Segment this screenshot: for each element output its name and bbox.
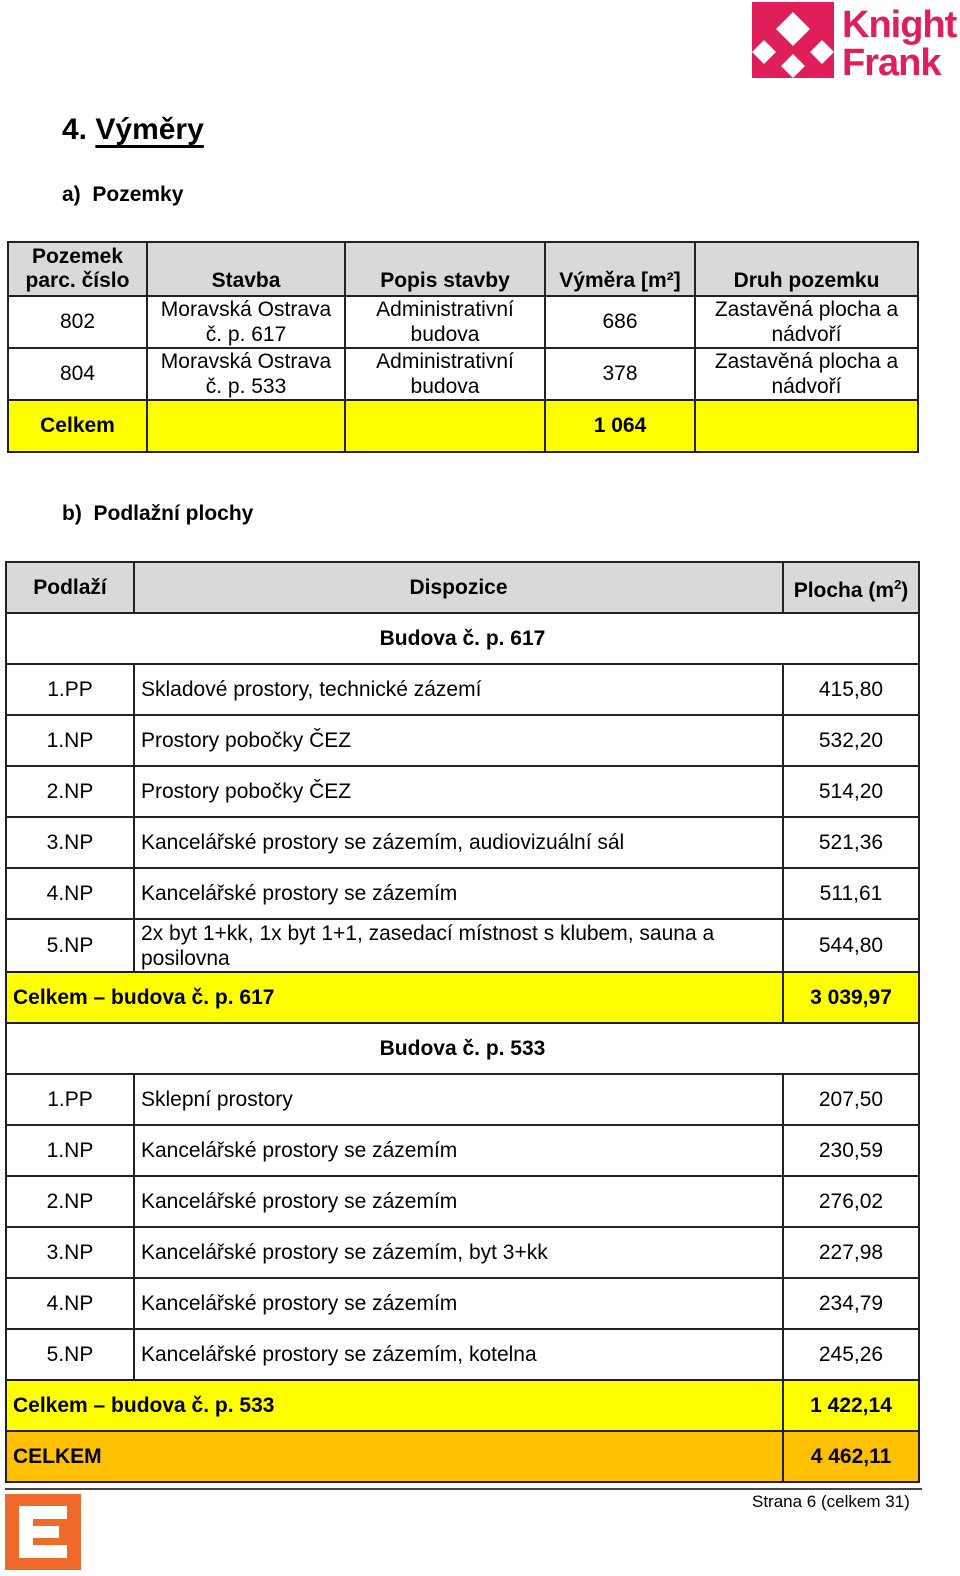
table-row	[6, 766, 919, 817]
area-cell: 227,98	[783, 1227, 919, 1278]
page-heading	[62, 110, 204, 150]
desc-cell: Kancelářské prostory se zázemím	[134, 1125, 783, 1176]
col-header-popis: Popis stavby	[345, 242, 545, 296]
col-header-vymera: Výměra [m²]	[545, 242, 695, 296]
building-617-title-row	[6, 613, 919, 664]
table-row	[6, 1278, 919, 1329]
floor-cell: 5.NP	[6, 919, 134, 972]
knight-frank-wordmark	[842, 6, 956, 82]
table-row	[6, 868, 919, 919]
empty-cell	[695, 400, 918, 452]
page-number: Strana 6 (celkem 31)	[752, 1492, 910, 1511]
table-row	[6, 1125, 919, 1176]
area-cell: 207,50	[783, 1074, 919, 1125]
floor-cell: 1.PP	[6, 664, 134, 715]
col-header-parc	[8, 242, 147, 296]
table-row	[6, 1227, 919, 1278]
area-cell: 532,20	[783, 715, 919, 766]
grand-total-value: 4 462,11	[783, 1431, 919, 1482]
plocha-sup: 2	[894, 576, 902, 592]
desc-cell: Skladové prostory, technické zázemí	[134, 664, 783, 715]
land-total-label: Celkem	[8, 400, 147, 452]
table-row	[8, 296, 918, 348]
area-cell: 234,79	[783, 1278, 919, 1329]
desc-line: 2x byt 1+kk, 1x byt 1+1, zasedací místnost s klubem, sauna a	[141, 921, 715, 945]
land-table	[7, 241, 919, 453]
empty-cell	[345, 400, 545, 452]
druh-line: nádvoří	[771, 375, 842, 398]
floor-cell: 3.NP	[6, 1227, 134, 1278]
area-cell: 511,61	[783, 868, 919, 919]
cez-logo-icon	[5, 1494, 81, 1570]
building-533-sum-label: Celkem – budova č. p. 533	[6, 1380, 783, 1431]
knight-frank-logo-icon	[752, 2, 834, 78]
desc-cell: Sklepní prostory	[134, 1074, 783, 1125]
area-cell: 415,80	[783, 664, 919, 715]
col-header-dispozice: Dispozice	[134, 562, 783, 613]
grand-total-row	[6, 1431, 919, 1482]
plocha-end: )	[901, 578, 909, 602]
grand-total-label: CELKEM	[6, 1431, 783, 1482]
floor-cell: 5.NP	[6, 1329, 134, 1380]
table-row	[6, 664, 919, 715]
building-533-title: Budova č. p. 533	[6, 1023, 919, 1074]
stavba-cell	[147, 296, 345, 348]
vymera-cell: 378	[545, 348, 695, 400]
section-b-title: Podlažní plochy	[93, 502, 254, 525]
druh-cell	[695, 348, 918, 400]
section-b-label: b)	[62, 502, 82, 525]
popis-line: budova	[410, 375, 480, 398]
area-cell: 276,02	[783, 1176, 919, 1227]
col-header-podlazi: Podlaží	[6, 562, 134, 613]
desc-cell: Kancelářské prostory se zázemím	[134, 868, 783, 919]
floor-cell: 1.NP	[6, 1125, 134, 1176]
floor-area-table	[5, 561, 920, 1483]
building-617-title: Budova č. p. 617	[6, 613, 919, 664]
desc-cell: Kancelářské prostory se zázemím, kotelna	[134, 1329, 783, 1380]
col-header-druh: Druh pozemku	[695, 242, 918, 296]
desc-line: posilovna	[141, 946, 230, 970]
table-row	[6, 817, 919, 868]
desc-cell: Prostory pobočky ČEZ	[134, 766, 783, 817]
section-a-label: a)	[62, 183, 81, 206]
heading-number: 4.	[62, 113, 88, 146]
table-row	[8, 348, 918, 400]
popis-line: budova	[410, 323, 480, 346]
floor-cell: 3.NP	[6, 817, 134, 868]
table-row	[6, 715, 919, 766]
stavba-line: Moravská Ostrava	[160, 298, 332, 321]
floor-cell: 2.NP	[6, 766, 134, 817]
table-row	[6, 919, 919, 972]
plocha-text: Plocha (m	[793, 578, 895, 602]
popis-line: Administrativní	[376, 350, 514, 373]
building-617-sum-label: Celkem – budova č. p. 617	[6, 972, 783, 1023]
vymera-cell: 686	[545, 296, 695, 348]
col-header-stavba: Stavba	[147, 242, 345, 296]
floor-cell: 4.NP	[6, 868, 134, 919]
parc-cell: 804	[8, 348, 147, 400]
col-header-plocha	[783, 562, 919, 613]
area-cell: 521,36	[783, 817, 919, 868]
area-cell: 514,20	[783, 766, 919, 817]
parc-cell: 802	[8, 296, 147, 348]
empty-cell	[147, 400, 345, 452]
druh-line: nádvoří	[771, 323, 842, 346]
table-row	[6, 1329, 919, 1380]
heading-title: Výměry	[95, 113, 204, 146]
section-b-heading	[62, 501, 253, 527]
table-row	[6, 1176, 919, 1227]
desc-cell: Kancelářské prostory se zázemím, byt 3+kk	[134, 1227, 783, 1278]
druh-cell	[695, 296, 918, 348]
floor-table-header	[6, 562, 919, 613]
land-table-header	[8, 242, 918, 296]
col-header-parc-line1: Pozemek	[31, 245, 124, 268]
building-617-sum-value: 3 039,97	[783, 972, 919, 1023]
floor-cell: 1.PP	[6, 1074, 134, 1125]
druh-line: Zastavěná plocha a	[714, 350, 899, 373]
popis-cell	[345, 296, 545, 348]
land-total-row	[8, 400, 918, 452]
stavba-line: č. p. 617	[205, 323, 287, 346]
area-cell: 544,80	[783, 919, 919, 972]
desc-cell	[134, 919, 783, 972]
druh-line: Zastavěná plocha a	[714, 298, 899, 321]
popis-cell	[345, 348, 545, 400]
land-total-value: 1 064	[545, 400, 695, 452]
desc-cell: Kancelářské prostory se zázemím	[134, 1176, 783, 1227]
desc-cell: Kancelářské prostory se zázemím, audiovizuální sál	[134, 817, 783, 868]
building-533-sum-value: 1 422,14	[783, 1380, 919, 1431]
section-a-heading	[62, 182, 183, 208]
area-cell: 230,59	[783, 1125, 919, 1176]
desc-cell: Prostory pobočky ČEZ	[134, 715, 783, 766]
stavba-line: Moravská Ostrava	[160, 350, 332, 373]
col-header-parc-line2: parc. číslo	[25, 269, 130, 292]
table-row	[6, 1074, 919, 1125]
footer-divider	[5, 1488, 922, 1490]
desc-cell: Kancelářské prostory se zázemím	[134, 1278, 783, 1329]
stavba-cell	[147, 348, 345, 400]
logo-line-2: Frank	[842, 42, 941, 84]
building-533-title-row	[6, 1023, 919, 1074]
floor-cell: 4.NP	[6, 1278, 134, 1329]
floor-cell: 2.NP	[6, 1176, 134, 1227]
floor-cell: 1.NP	[6, 715, 134, 766]
area-cell: 245,26	[783, 1329, 919, 1380]
building-617-sum-row	[6, 972, 919, 1023]
building-533-sum-row	[6, 1380, 919, 1431]
logo-line-1: Knight	[842, 4, 957, 46]
stavba-line: č. p. 533	[205, 375, 287, 398]
section-a-title: Pozemky	[92, 183, 184, 206]
popis-line: Administrativní	[376, 298, 514, 321]
